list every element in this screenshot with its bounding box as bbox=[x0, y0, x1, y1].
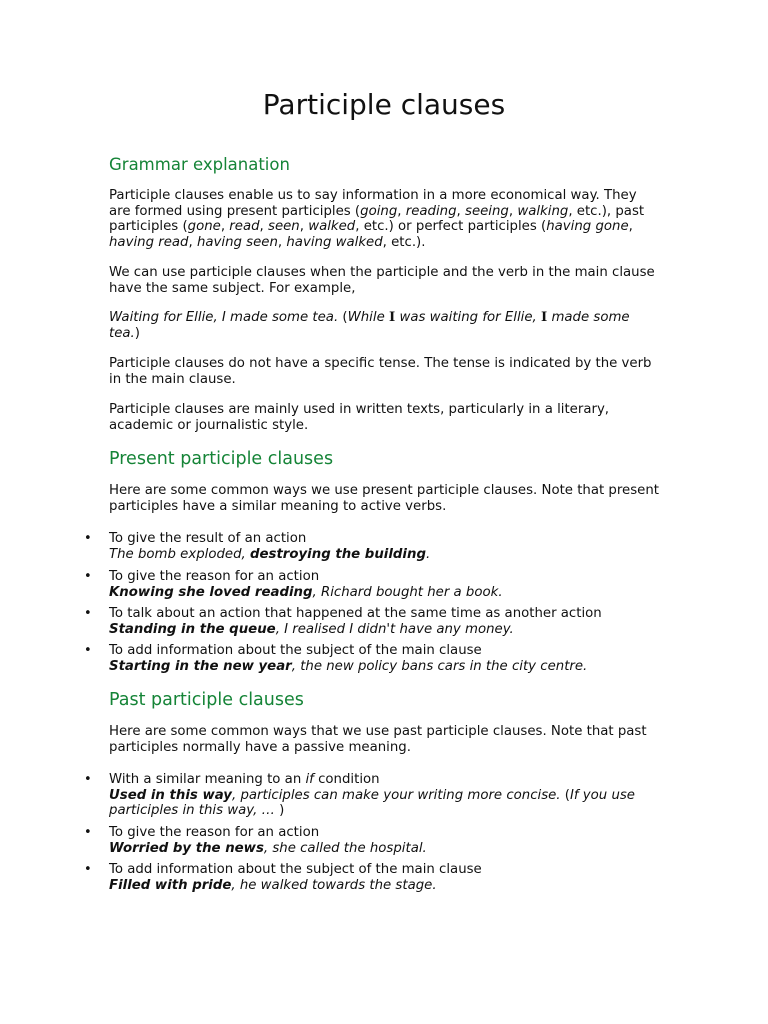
list-item-label: To add information about the subject of the main clause bbox=[109, 643, 482, 658]
section-heading-past: Past participle clauses bbox=[109, 690, 304, 710]
list-item-example: Filled with pride, he walked towards the stage. bbox=[109, 877, 437, 893]
list-item bbox=[109, 825, 661, 856]
list-item-example: Worried by the news, she called the hospital. bbox=[109, 840, 427, 856]
bullet-icon: • bbox=[84, 643, 92, 658]
paragraph-tense: Participle clauses do not have a specific tense. The tense is indicated by the verb in the main clause. bbox=[109, 356, 652, 387]
paragraph-style: Participle clauses are mainly used in written texts, particularly in a literary, academic or journalistic style. bbox=[109, 402, 610, 433]
list-item-example: Standing in the queue, I realised I didn't have any money. bbox=[109, 621, 514, 637]
list-item bbox=[109, 606, 661, 637]
list-item bbox=[109, 862, 661, 893]
section-heading-present: Present participle clauses bbox=[109, 449, 334, 469]
list-item-label: To give the result of an action bbox=[109, 531, 307, 546]
list-item-label: To talk about an action that happened at the same time as another action bbox=[109, 606, 602, 621]
list-item-label: To give the reason for an action bbox=[109, 825, 320, 840]
list-item-label: To add information about the subject of the main clause bbox=[109, 862, 482, 877]
list-item bbox=[109, 531, 661, 562]
example-sentence: Waiting for Ellie, I made some tea. (While I was waiting for Ellie, I made some tea.) bbox=[109, 310, 630, 341]
list-item bbox=[109, 569, 661, 600]
list-item-example: The bomb exploded, destroying the building. bbox=[109, 546, 431, 562]
paragraph-past-intro: Here are some common ways that we use past participle clauses. Note that past participles normally have a passive meaning. bbox=[109, 724, 647, 755]
paragraph-same-subject: We can use participle clauses when the participle and the verb in the main clause have the same subject. For example, bbox=[109, 265, 655, 296]
list-item bbox=[109, 643, 661, 674]
bullet-icon: • bbox=[84, 606, 92, 621]
list-item-example: Knowing she loved reading, Richard bought her a book. bbox=[109, 584, 503, 600]
page-title: Participle clauses bbox=[262, 88, 506, 121]
paragraph-intro: Participle clauses enable us to say information in a more economical way. They are formed using present participles (going, reading, seeing, walking, etc.), past participles (gone, read, seen, walked, etc.) or perfect participles (having gone, having read, having seen, having walked, etc.). bbox=[109, 188, 645, 250]
bullet-icon: • bbox=[84, 862, 92, 877]
list-item-example: Used in this way, participles can make your writing more concise. (If you use participles in this way, … ) bbox=[109, 787, 635, 818]
bullet-icon: • bbox=[84, 569, 92, 584]
list-item-example: Starting in the new year, the new policy bans cars in the city centre. bbox=[109, 658, 588, 674]
bullet-icon: • bbox=[84, 531, 92, 546]
list-item bbox=[109, 772, 661, 819]
bullet-icon: • bbox=[84, 825, 92, 840]
list-item-label: With a similar meaning to an if condition bbox=[109, 772, 380, 787]
section-heading-grammar: Grammar explanation bbox=[109, 155, 290, 174]
bullet-icon: • bbox=[84, 772, 92, 787]
list-item-label: To give the reason for an action bbox=[109, 569, 320, 584]
paragraph-present-intro: Here are some common ways we use present participle clauses. Note that present participles have a similar meaning to active verbs. bbox=[109, 483, 659, 514]
